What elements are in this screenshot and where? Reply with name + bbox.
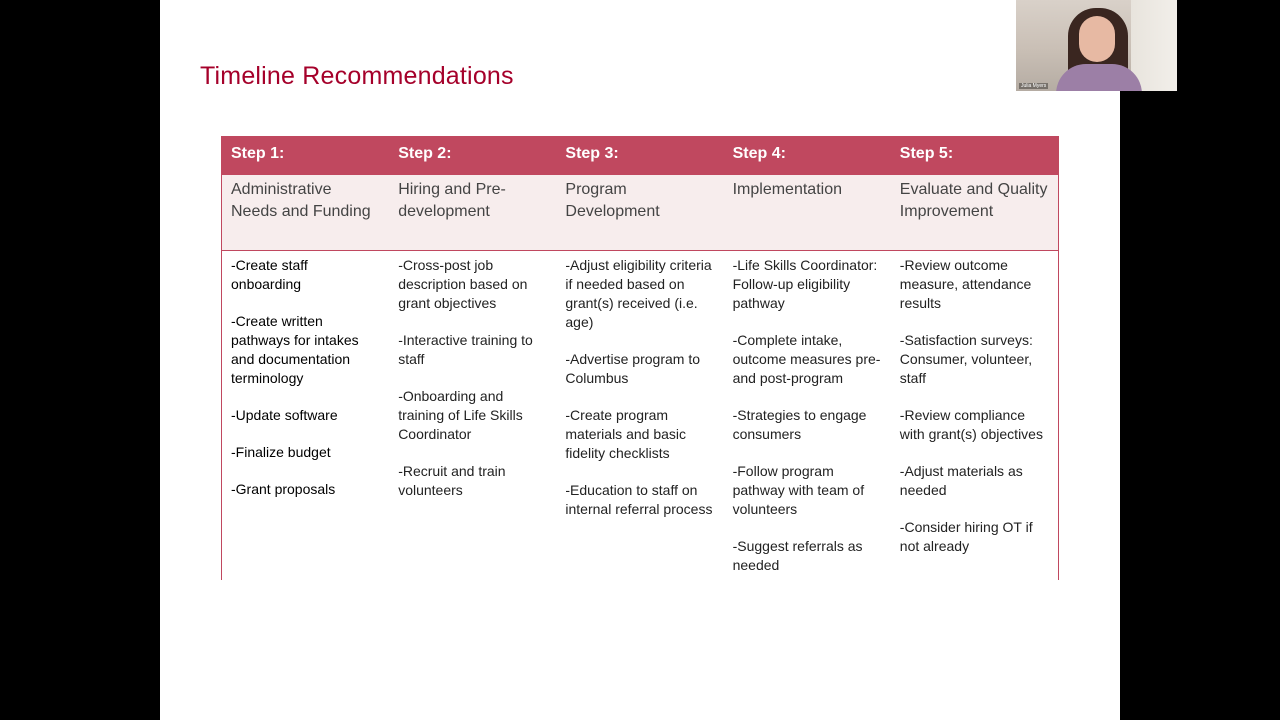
step-3-header: Step 3: xyxy=(556,137,723,175)
step-3-tasks xyxy=(556,251,723,593)
step-3-subtitle: Program Development xyxy=(556,175,723,251)
task-item: -Finalize budget xyxy=(231,444,331,460)
task-item: -Cross-post job description based on grant objectives xyxy=(398,257,528,311)
task-item: -Satisfaction surveys: Consumer, volunteer, staff xyxy=(899,332,1033,386)
task-item: -Adjust eligibility criteria if needed based on grant(s) received (i.e. age) xyxy=(565,257,712,330)
task-item: -Review outcome measure, attendance results xyxy=(899,257,1032,311)
task-item: -Grant proposals xyxy=(231,481,336,497)
task-item: -Adjust materials as needed xyxy=(899,463,1023,498)
task-item: -Create staff onboarding xyxy=(231,257,308,292)
step-4-subtitle: Implementation xyxy=(724,175,891,251)
step-1-header: Step 1: xyxy=(222,137,389,175)
task-item: -Advertise program to Columbus xyxy=(565,351,700,386)
task-item: -Life Skills Coordinator: Follow-up eligibility pathway xyxy=(732,257,878,311)
step-2-header: Step 2: xyxy=(389,137,556,175)
step-2-tasks xyxy=(389,251,556,593)
step-1-tasks xyxy=(222,251,389,593)
participant-face xyxy=(1079,16,1115,62)
presentation-slide xyxy=(160,0,1120,720)
step-4-header: Step 4: xyxy=(724,137,891,175)
task-item: -Create written pathways for intakes and documentation terminology xyxy=(231,313,359,386)
task-item: -Onboarding and training of Life Skills Coordinator xyxy=(398,388,523,442)
task-item: -Interactive training to staff xyxy=(398,332,533,367)
participant-name-label: Julia Myers xyxy=(1021,83,1047,89)
step-5-subtitle: Evaluate and Quality Improvement xyxy=(891,175,1058,251)
step-5-tasks xyxy=(891,251,1058,593)
task-item: -Follow program pathway with team of volunteers xyxy=(732,463,865,517)
task-item: -Create program materials and basic fidelity checklists xyxy=(565,407,687,461)
task-item: -Education to staff on internal referral process xyxy=(565,482,713,517)
background-window xyxy=(1131,0,1177,91)
participant-body xyxy=(1056,64,1142,91)
step-2-subtitle: Hiring and Pre-development xyxy=(389,175,556,251)
task-item: -Strategies to engage consumers xyxy=(732,407,867,442)
task-item: -Recruit and train volunteers xyxy=(398,463,506,498)
step-4-tasks xyxy=(724,251,891,593)
participant-video-thumbnail[interactable] xyxy=(1016,0,1177,91)
step-5-header: Step 5: xyxy=(891,137,1058,175)
task-item: -Consider hiring OT if not already xyxy=(899,519,1033,554)
timeline-table xyxy=(221,136,1059,580)
task-item: -Complete intake, outcome measures pre- and post-program xyxy=(732,332,881,386)
step-1-subtitle: Administrative Needs and Funding xyxy=(222,175,389,251)
task-item: -Suggest referrals as needed xyxy=(732,538,863,573)
slide-title: Timeline Recommendations xyxy=(200,62,514,90)
task-item: -Update software xyxy=(231,407,338,423)
task-item: -Review compliance with grant(s) objectives xyxy=(899,407,1043,442)
